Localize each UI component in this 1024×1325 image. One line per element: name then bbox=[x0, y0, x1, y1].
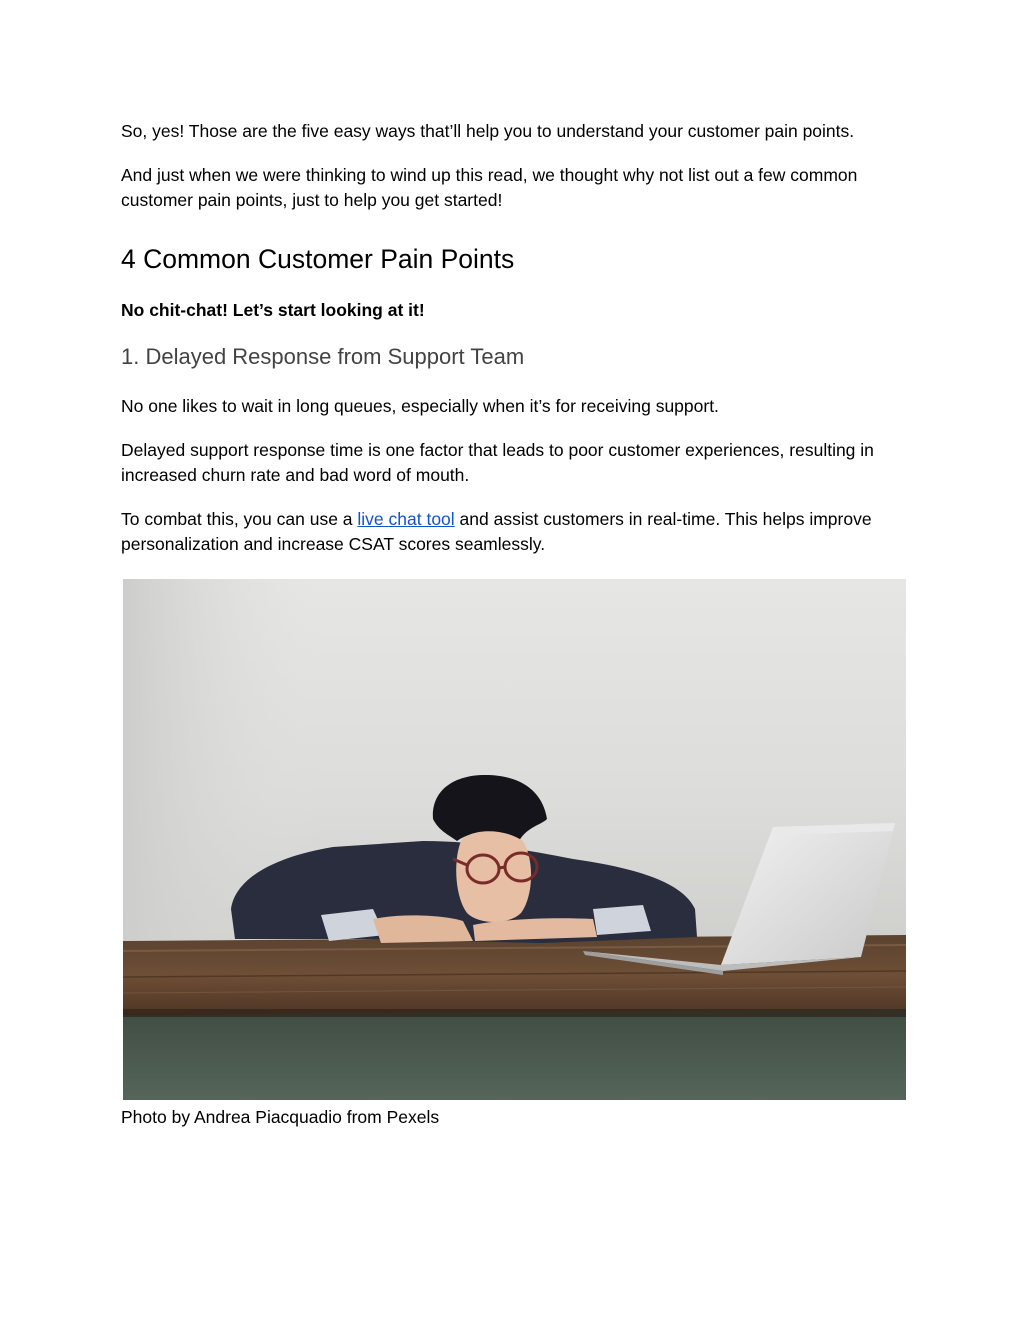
intro-paragraph-1: So, yes! Those are the five easy ways that’ll help you to understand your customer pain points. bbox=[121, 121, 855, 141]
subsection-heading: 1. Delayed Response from Support Team bbox=[121, 344, 525, 369]
paragraph-3-text-before: To combat this, you can use a bbox=[121, 509, 358, 529]
live-chat-tool-link[interactable]: live chat tool bbox=[357, 509, 455, 529]
subsection-paragraph-1: No one likes to wait in long queues, especially when it’s for receiving support. bbox=[121, 396, 719, 416]
section-lead: No chit-chat! Let’s start looking at it! bbox=[121, 300, 425, 320]
paragraph-3-text-after: and assist customers in real-time. This helps improve personalization and increase CSAT scores seamlessly. bbox=[121, 509, 872, 554]
intro-paragraph-2: And just when we were thinking to wind up this read, we thought why not list out a few common customer pain points, just to help you get started! bbox=[121, 165, 858, 210]
subsection-paragraph-2: Delayed support response time is one factor that leads to poor customer experiences, resulting in increased churn rate and bad word of mouth. bbox=[121, 440, 874, 485]
photo-man-at-laptop bbox=[123, 579, 906, 1100]
section-heading: 4 Common Customer Pain Points bbox=[121, 244, 515, 274]
subsection-paragraph-3 bbox=[121, 507, 906, 556]
photo-caption: Photo by Andrea Piacquadio from Pexels bbox=[121, 1107, 440, 1127]
